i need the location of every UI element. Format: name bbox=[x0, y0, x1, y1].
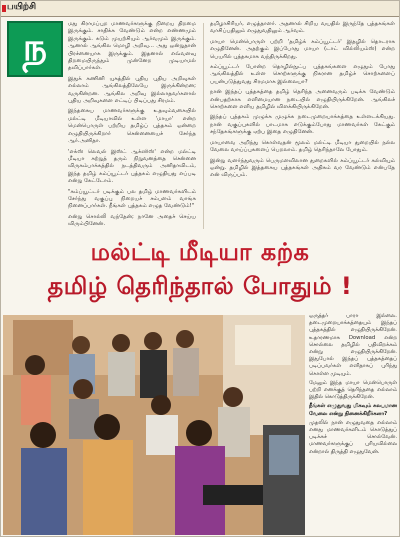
paragraph: ஒருத்தர் பாரா இல்லை. தடைமுறையாக்கத்தையும் இந்தப் புத்தகத்தில் எழுதியிருக்கிறேன். உதாரணமாக Download என்ற சொல்லை தமிழில் பதிவிறக்கம் என்று எழுதியிருக்கிறேன். இதுபோல் இந்தப் புத்தகத்தைப் படிப்பவர்கள் எளிதாகப் புரிந்து கொள்ள முடியும். bbox=[309, 313, 397, 377]
paragraph: கம்ப்யூட்டர் போன்ற தொழில்நுட்ப புத்தகங்களை எழுதும் போது ஆங்கிலத்தில் உள்ள சொற்களுக்கு நிகரான தமிழ்ச் சொற்களைப் பயன்படுத்துவது சிரமமாக இல்லையா? bbox=[210, 64, 395, 85]
paragraph: இந்தப் புத்தகம் முழுக்க முழுக்க நடைமுறையாக்கத்தை உள்ளடக்கியது. நான் வகுப்புகளில் பாடமாக எடுக்கும்போது மாணவர்கள் கேட்கும் சந்தேகங்களுக்கு ஏற்ப இதை எழுதினேன். bbox=[210, 114, 395, 136]
article-column-1 bbox=[68, 21, 196, 233]
paragraph: இன்று வளர்ந்துவரும் பெருமளவிலான துறைகளில் கம்ப்யூட்டர் கல்வியும் ஒன்று. தமிழில் இத்தகைய புத்தகங்கள் அதிகம் வர வேண்டும் என்பதே என் விருப்பம். bbox=[210, 157, 395, 179]
section-header bbox=[1, 1, 399, 17]
paragraph: இந்தகைய மாணவர்களுக்கு உதவும்வகையில் மல்ட்டி மீடியாவில் உள்ள 'மாயா' என்ற மென்பொருள் பற்றிய தமிழ்ப் புத்தகம் ஒன்றை எழுதியிருக்கிறார் சென்னையைச் சேர்ந்த ஆர்.அனிதா. bbox=[68, 108, 196, 145]
paragraph: நான் இந்தப் புத்தகத்தை தமிழ் தெரிந்த அனைவரும் படிக்க வேண்டும் என்பதற்காக எளிமையான நடையில் எழுதியிருக்கிறேன். ஆங்கிலச் சொற்களை எளிய தமிழில் விளக்கியிருக்கிறேன். bbox=[210, 89, 395, 111]
paragraph: 'எக்ஸ் லெவல் இஸ்ட் ஆக்ஸிஸ்' என்ற மல்ட்டி மீடியா சுற்றுத் தரும் நிறுவனத்தை சென்னை விருகம்பாக்கத்தில் நடத்திவரும் அனிதாவிடம், இந்த தமிழ் கம்ப்யூட்டர் புத்தகம் எழுதியது எப்படி என்று கேட்டோம். bbox=[68, 148, 196, 185]
dropcap-logo: ந bbox=[7, 21, 63, 77]
section-label: பயிற்சி bbox=[7, 2, 37, 12]
paragraph: மாயாவை அறிந்து கொள்வதன் மூலம் மல்ட்டி மீடியா துறையில் நல்ல வேலை வாய்ப்புகளைப் பெறலாம். தமிழ் தெரிந்தாலே போதும். bbox=[210, 139, 395, 154]
question-paragraph: நீங்கள் எழுதுவது மிகவும் சுலபமான வேலை என்று நினைக்கிறீர்களா? bbox=[309, 403, 397, 417]
group-photo-illustration bbox=[3, 315, 305, 535]
headline bbox=[1, 238, 399, 308]
paragraph: தமிழாசிரியர், எழுத்தாளர். அதனால் சிறிய வயதில் இருந்தே புத்தகங்கள் வாசிப்பதிலும் எழுதுவதிலும் ஆர்வம். bbox=[210, 21, 395, 35]
column-divider bbox=[203, 23, 204, 229]
headline-line-1: மல்ட்டி மீடியா கற்க bbox=[90, 238, 310, 266]
headline-line-2: தமிழ் தெரிந்தால் போதும் ! bbox=[47, 272, 353, 300]
paragraph: "கம்ப்யூட்டர் படிக்கும் பல தமிழ் மாணவர்களிடம் சேர்ந்து வகுப்பு நிறையச் சம்பளம் வாங்க நினைப்பார்கள். நீங்கள் புத்தகம் எழுத வேண்டும்!" bbox=[68, 188, 196, 210]
paragraph: முதலில் நான் எழுதுவதை எல்லாம் எனது மாணவர்களிடம் கொடுத்துப் படிக்கச் சொல்வேன். மாணவர்களுக்குப் புரியவில்லை என்றால் திருத்தி எழுதுவேன். bbox=[309, 419, 397, 455]
paragraph: என்று சொல்லி வந்தேன்; நானே அதைச் செய்ய விரும்பினேன். bbox=[68, 213, 196, 228]
article-column-2 bbox=[210, 21, 395, 233]
section-marker bbox=[2, 5, 6, 12]
article-column-3 bbox=[309, 313, 397, 535]
paragraph: மது கிராமப்புற மாணவர்களுக்கு நிறைய திறமை இருக்கும். சாதிக்க வேண்டும் என்ற எண்ணமும் இருக்கும். கடும் முயற்சியும் ஆர்வமும் இருக்கும். ஆனால் ஆங்கில மொழி அறிவு... அது ஒன்றுதான் பிரச்னையாக இருக்கும். இதனால் எவ்வளவு திறமையிருந்தும் முன்னேற முடியாமல் தவிப்பார்கள். bbox=[68, 21, 196, 72]
paragraph: மாயா மென்பொருள் பற்றி 'தமிழ்க் கம்ப்யூட்டர்' இதழில் தொடராக எழுதினேன். அதற்கும் இப்போது மாயா (டாட் வில்லியம்ஸ்) என்ற பெயரில் புத்தகமாக வந்திருக்கிறது. bbox=[210, 38, 395, 60]
group-photo bbox=[3, 315, 305, 535]
paragraph: மேலும் இந்த மாயா மென்பொருள் பற்றி எனக்குத் தெரிந்ததை எல்லாம் இதில் கொடுத்திருக்கிறேன். bbox=[309, 379, 397, 401]
paragraph: இதுக் கணினி யுகத்தில் புதிய புதிய அறிவுகள் எல்லாம் ஆங்கிலத்திலேயே இருக்கின்றன; வருகின்றன. ஆங்கில அறிவு இல்லாதவர்களால் புதிய அறிவுகளை எட்டிப் பிடிப்பது சிரமம். bbox=[68, 75, 196, 105]
